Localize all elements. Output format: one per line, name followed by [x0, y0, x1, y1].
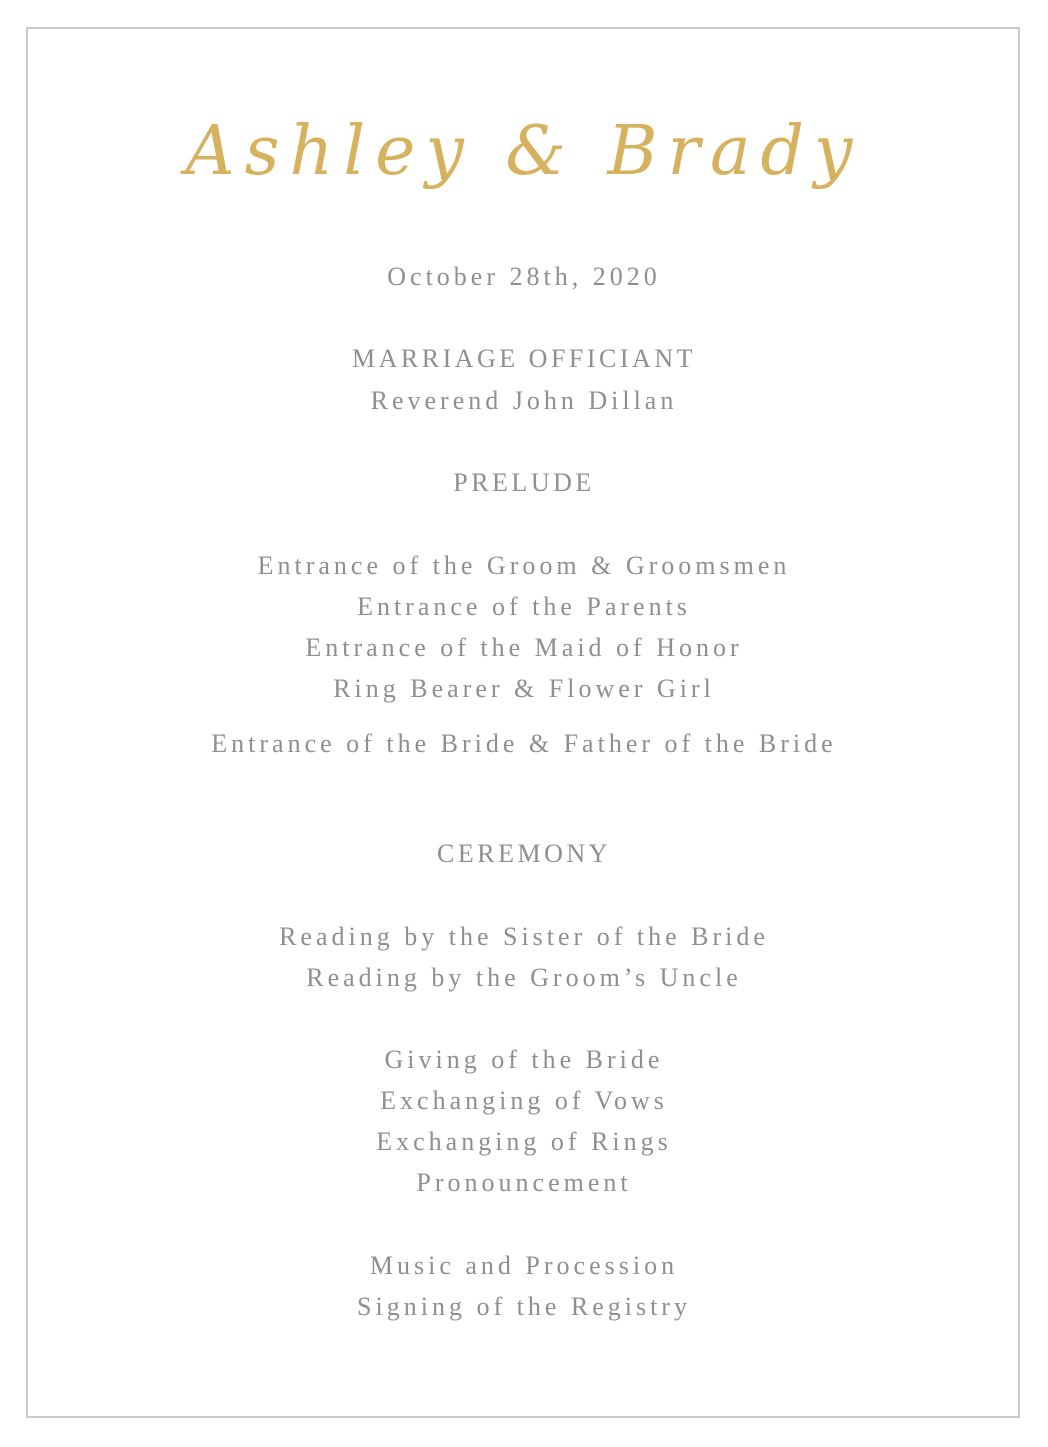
ceremony-item: Exchanging of Vows: [380, 1086, 668, 1115]
prelude-item: Entrance of the Maid of Honor: [305, 633, 743, 662]
officiant-heading: MARRIAGE OFFICIANT: [352, 344, 696, 373]
prelude-heading: PRELUDE: [453, 468, 595, 497]
prelude-item: Ring Bearer & Flower Girl: [333, 674, 715, 703]
ceremony-heading: CEREMONY: [437, 839, 611, 868]
wedding-date: October 28th, 2020: [387, 262, 661, 291]
closing-item: Signing of the Registry: [357, 1292, 691, 1321]
ceremony-item: Pronouncement: [416, 1168, 632, 1197]
ceremony-item: Exchanging of Rings: [376, 1127, 672, 1156]
couple-names: Ashley & Brady: [185, 112, 863, 191]
card-border: [26, 27, 1020, 1418]
bride-entrance: Entrance of the Bride & Father of the Bride: [211, 729, 837, 758]
closing-item: Music and Procession: [369, 1251, 679, 1280]
prelude-item: Entrance of the Groom & Groomsmen: [257, 551, 791, 580]
reading-item: Reading by the Groom’s Uncle: [306, 963, 742, 992]
ceremony-item: Giving of the Bride: [384, 1045, 664, 1074]
reading-item: Reading by the Sister of the Bride: [279, 922, 769, 951]
officiant-name: Reverend John Dillan: [370, 386, 678, 415]
prelude-item: Entrance of the Parents: [357, 592, 691, 621]
